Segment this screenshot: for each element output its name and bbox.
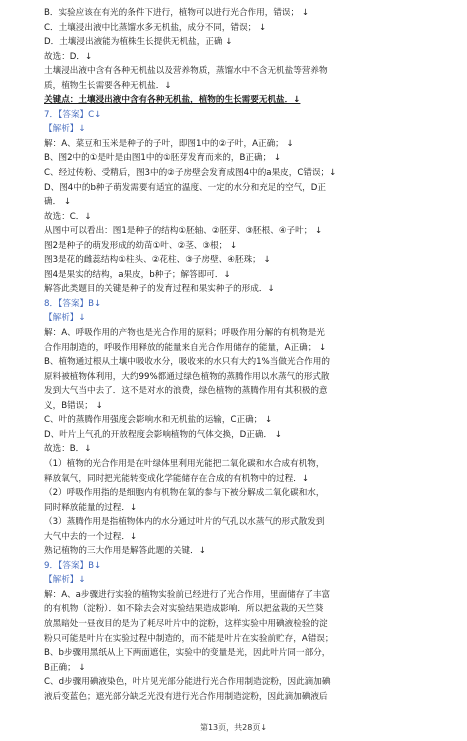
text-line: 关键点：土壤浸出液中含有各种无机盐，植物的生长需要无机盐．↓	[44, 95, 301, 106]
page-body	[44, 6, 462, 704]
text-line: 质，植物生长需要各种无机盐．↓	[44, 80, 172, 91]
text-line: B、图2中的①是叶是由图1中的①胚芽发育而来的，B正确； ↓	[44, 153, 282, 164]
text-line: 放黑暗处一昼夜目的是为了耗尽叶片中的淀粉，这样实验中用碘液检验的淀	[44, 618, 328, 629]
text-line: 【解析】↓	[44, 124, 86, 135]
text-line: 熟记植物的三大作用是解答此题的关键．↓	[44, 546, 206, 557]
text-line: 【解析】↓	[44, 575, 86, 586]
text-line: 同时释放能量的过程．↓	[44, 502, 138, 513]
text-line: B、植物通过根从土壤中吸收水分，吸收来的水只有大约1%当做光合作用的	[44, 357, 330, 368]
text-line: 液后变蓝色；遮光部分缺乏光没有进行光合作用制造淀粉，因此滴加碘液后	[44, 691, 328, 702]
text-line: 解：A、呼吸作用的产物也是光合作用的原料；呼吸作用分解的有机物是光	[44, 328, 325, 339]
text-line: 故选：D．↓	[44, 51, 93, 62]
text-line: 合作用制造的，呼吸作用释放的能量来自光合作用储存的能量，A正确； ↓	[44, 342, 327, 353]
text-line: （2）呼吸作用指的是细胞内有机物在氧的参与下被分解成二氧化碳和水，	[44, 488, 325, 499]
text-line: C、经过传粉、受精后，图3中的②子房壁会发育成图4中的a果皮，C错误；↓	[44, 168, 337, 179]
text-line: 图4是果实的结构，a果皮，b种子；解答即可．↓	[44, 269, 231, 280]
page-footer: 第13页，共28页↓	[199, 723, 268, 732]
text-line: D、图4中的b种子萌发需要有适宜的温度、一定的水分和充足的空气，D正	[44, 182, 326, 193]
text-line: 义，B错误； ↓	[44, 400, 103, 411]
text-line: 释放氧气，同时把光能转变成化学能储存在合成的有机物中的过程．↓	[44, 473, 310, 484]
text-line: 粉只可能是叶片在实验过程中制造的，而不能是叶片在实验前贮存，A错误；	[44, 633, 334, 644]
text-line: （1）植物的光合作用是在叶绿体里利用光能把二氧化碳和水合成有机物，	[44, 458, 325, 469]
text-line: 解：A、菜豆和玉米是种子的子叶，即图1中的②子叶，A正确； ↓	[44, 138, 294, 149]
text-line: D、叶片上气孔的开放程度会影响植物的气体交换，D正确． ↓	[44, 429, 283, 440]
text-line: C．土壤浸出液中比蒸馏水多无机盐，成分不同，错误； ↓	[44, 22, 267, 33]
text-line: 图3是花的雌蕊结构①柱头、②花柱、③子房壁、④胚珠； ↓	[44, 255, 271, 266]
text-line: 大气中去的一个过程．↓	[44, 531, 138, 542]
text-line: 故选：B．↓	[44, 444, 92, 455]
text-line: 土壤浸出液中含有各种无机盐以及营养物质，蒸馏水中不含无机盐等营养物	[44, 66, 328, 77]
text-line: 解答此类题目的关键是种子的发育过程和果实种子的形成．↓	[44, 284, 275, 295]
text-line: 7．【答案】C↓	[44, 109, 102, 120]
text-line: 原料被植物体利用，大约99%都通过绿色植物的蒸腾作用以水蒸气的形式散	[44, 371, 330, 382]
text-line: C、叶的蒸腾作用强度会影响水和无机盐的运输，C正确； ↓	[44, 415, 273, 426]
text-line: 解：A、a步骤进行实验的植物实验前已经进行了光合作用，里面储存了丰富	[44, 589, 331, 600]
text-line: 【解析】↓	[44, 313, 86, 324]
text-line: 发到大气当中去了．这不是对水的浪费，绿色植物的蒸腾作用有其积极的意	[44, 386, 328, 397]
text-line: D．土壤浸出液能为植株生长提供无机盐，正确 ↓	[44, 37, 233, 48]
text-line: B、b步骤用黑纸从上下两面遮住，实验中的变量是光，因此叶片同一部分，	[44, 648, 331, 659]
text-line: （3）蒸腾作用是指植物体内的水分通过叶片的气孔以水蒸气的形式散发到	[44, 517, 325, 528]
text-line: 8．【答案】B↓	[44, 298, 102, 309]
text-line: 图2是种子的萌发形成的幼苗①叶、②茎、③根； ↓	[44, 240, 238, 251]
text-line: C、d步骤用碘液染色，叶片见光部分能进行光合作用制造淀粉，因此滴加碘	[44, 677, 331, 688]
text-line: 从图中可以看出：图1是种子的结构①胚轴、②胚芽、③胚根、④子叶； ↓	[44, 226, 323, 237]
text-line: 故选：C．↓	[44, 211, 92, 222]
text-line: B．实验应该在有光的条件下进行，植物可以进行光合作用，错误； ↓	[44, 8, 310, 18]
text-line: 9．【答案】B↓	[44, 560, 102, 571]
text-line: 的有机物（淀粉）．如不除去会对实验结果造成影响．所以把盆栽的天竺葵	[44, 604, 324, 615]
text-line: 确． ↓	[44, 197, 72, 208]
text-line: B正确； ↓	[44, 662, 86, 673]
